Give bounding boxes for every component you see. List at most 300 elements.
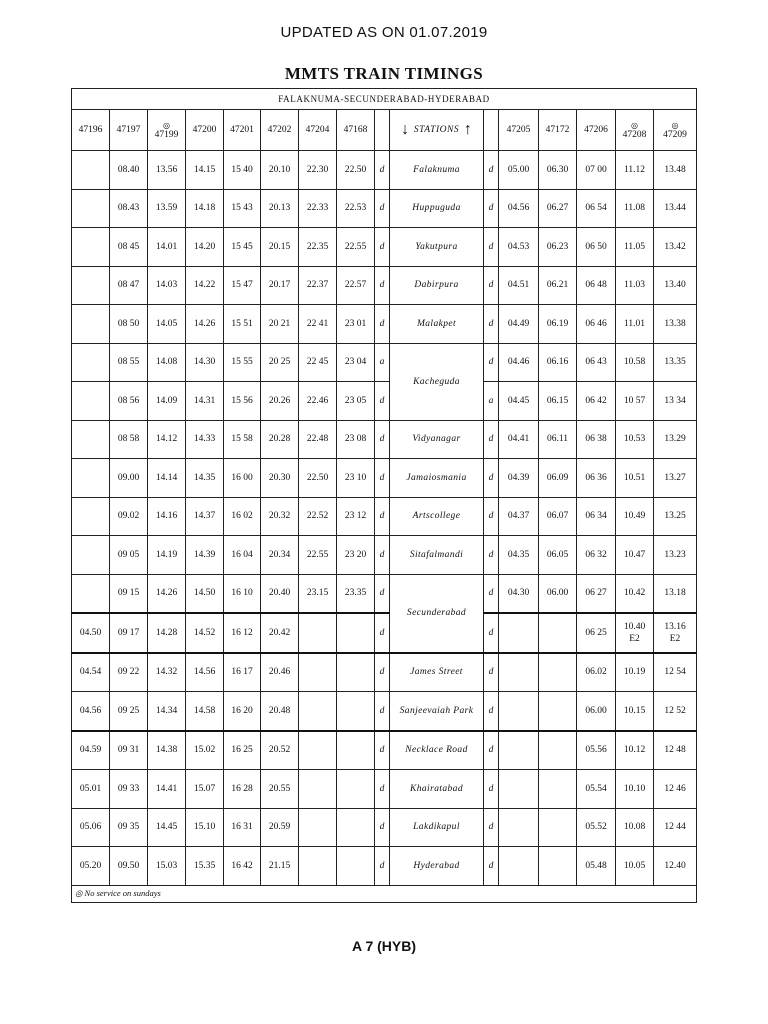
time-cell: 06 43 <box>577 343 616 382</box>
time-cell: 16 12 <box>224 613 261 653</box>
time-cell: 04.51 <box>499 266 539 305</box>
station-name: James Street <box>390 653 484 692</box>
arr-dep-marker: d <box>484 613 499 653</box>
time-cell: 22.55 <box>337 228 375 267</box>
time-cell: 14.14 <box>148 459 186 498</box>
time-cell: 16 02 <box>224 497 261 536</box>
time-cell: 04.56 <box>72 692 110 731</box>
time-cell: 08.40 <box>110 151 148 190</box>
arr-dep-marker: d <box>484 692 499 731</box>
time-cell: 13.38 <box>654 305 697 344</box>
time-cell <box>72 382 110 421</box>
time-cell <box>72 497 110 536</box>
time-cell: 14.18 <box>186 189 224 228</box>
station-name: Huppuguda <box>390 189 484 228</box>
time-cell <box>72 228 110 267</box>
time-cell: 13.40 <box>654 266 697 305</box>
time-cell: 11.05 <box>616 228 654 267</box>
time-cell: 16 00 <box>224 459 261 498</box>
timetable <box>71 88 697 903</box>
arr-dep-marker: d <box>484 151 499 190</box>
time-cell: 09 22 <box>110 653 148 692</box>
arr-dep-marker: d <box>375 382 390 421</box>
time-cell <box>499 653 539 692</box>
time-cell: 06 42 <box>577 382 616 421</box>
time-cell: 12 54 <box>654 653 697 692</box>
time-cell: 14.52 <box>186 613 224 653</box>
time-cell: 16 17 <box>224 653 261 692</box>
time-cell: 15.10 <box>186 808 224 847</box>
time-cell: 22.55 <box>299 536 337 575</box>
train-no-header: ◎ 47208 <box>616 110 654 151</box>
time-cell: 09 35 <box>110 808 148 847</box>
time-cell: 12.40 <box>654 847 697 886</box>
arr-dep-marker: d <box>484 770 499 809</box>
time-cell: 14.05 <box>148 305 186 344</box>
time-cell: 06.11 <box>539 420 577 459</box>
time-cell: 06.05 <box>539 536 577 575</box>
arr-dep-marker: a <box>375 343 390 382</box>
time-cell: 13.25 <box>654 497 697 536</box>
time-cell: 04.59 <box>72 731 110 770</box>
arr-dep-marker: d <box>375 305 390 344</box>
train-no-header: 47202 <box>261 110 299 151</box>
time-cell: 15.35 <box>186 847 224 886</box>
time-cell: 23 05 <box>337 382 375 421</box>
arr-dep-marker: d <box>484 305 499 344</box>
time-cell: 10.19 <box>616 653 654 692</box>
time-cell: 09.02 <box>110 497 148 536</box>
time-cell <box>72 420 110 459</box>
time-cell: 04.50 <box>72 613 110 653</box>
time-cell: 05.48 <box>577 847 616 886</box>
blank-header <box>484 110 499 151</box>
arr-dep-marker: a <box>484 382 499 421</box>
arr-dep-marker: d <box>375 228 390 267</box>
time-cell: 20.59 <box>261 808 299 847</box>
time-cell: 23 10 <box>337 459 375 498</box>
arr-dep-marker: d <box>484 420 499 459</box>
time-cell: 10.51 <box>616 459 654 498</box>
time-cell: 13.59 <box>148 189 186 228</box>
table-row <box>72 497 697 536</box>
time-cell <box>499 731 539 770</box>
train-no-header: 47197 <box>110 110 148 151</box>
arr-dep-marker: d <box>484 459 499 498</box>
time-cell: 23 04 <box>337 343 375 382</box>
time-cell: 10 57 <box>616 382 654 421</box>
time-cell: 06.09 <box>539 459 577 498</box>
time-cell: 23.15 <box>299 574 337 613</box>
time-cell: 10.49 <box>616 497 654 536</box>
time-cell: 14.19 <box>148 536 186 575</box>
time-cell <box>499 613 539 653</box>
no-sunday-icon: ◎ <box>163 120 170 130</box>
time-cell: 09 05 <box>110 536 148 575</box>
time-cell: 20.13 <box>261 189 299 228</box>
train-no-header: 47168 <box>337 110 375 151</box>
time-cell: 10.42 <box>616 574 654 613</box>
time-cell <box>337 731 375 770</box>
time-cell: 04.46 <box>499 343 539 382</box>
table-row <box>72 420 697 459</box>
time-cell: 20.48 <box>261 692 299 731</box>
time-cell <box>72 574 110 613</box>
time-cell: 14.35 <box>186 459 224 498</box>
station-name: Yakutpura <box>390 228 484 267</box>
time-cell: 14.41 <box>148 770 186 809</box>
footnote: ◎ No service on sundays <box>72 885 697 902</box>
station-name: Jamaiosmania <box>390 459 484 498</box>
time-cell: 13.23 <box>654 536 697 575</box>
time-cell: 04.37 <box>499 497 539 536</box>
time-cell: 11.08 <box>616 189 654 228</box>
table-row <box>72 847 697 886</box>
train-no-header: 47172 <box>539 110 577 151</box>
arrow-up-icon: ↑ <box>463 121 472 138</box>
time-cell: 14.30 <box>186 343 224 382</box>
page-title: MMTS TRAIN TIMINGS <box>284 64 484 83</box>
time-cell: 10.40 E2 <box>616 613 654 653</box>
time-cell: 07 00 <box>577 151 616 190</box>
time-cell: 05.52 <box>577 808 616 847</box>
arr-dep-marker: d <box>375 653 390 692</box>
time-cell: 09 31 <box>110 731 148 770</box>
time-cell <box>499 692 539 731</box>
station-name: Kacheguda <box>390 343 484 420</box>
arr-dep-marker: d <box>484 808 499 847</box>
time-cell <box>337 847 375 886</box>
table-row <box>72 731 697 770</box>
table-row <box>72 189 697 228</box>
time-cell: 08 50 <box>110 305 148 344</box>
time-cell: 06.00 <box>577 692 616 731</box>
time-cell: 10.53 <box>616 420 654 459</box>
table-row <box>72 653 697 692</box>
time-cell: 23 12 <box>337 497 375 536</box>
time-cell: 15.03 <box>148 847 186 886</box>
time-cell: 09.50 <box>110 847 148 886</box>
time-cell <box>539 731 577 770</box>
time-cell <box>539 808 577 847</box>
time-cell: 22.35 <box>299 228 337 267</box>
time-cell: 04.54 <box>72 653 110 692</box>
time-cell: 16 25 <box>224 731 261 770</box>
time-cell: 04.49 <box>499 305 539 344</box>
time-cell: 12 44 <box>654 808 697 847</box>
arr-dep-marker: d <box>375 731 390 770</box>
arr-dep-marker: d <box>484 266 499 305</box>
time-cell: 23 08 <box>337 420 375 459</box>
arr-dep-marker: d <box>375 574 390 613</box>
time-cell: 13.35 <box>654 343 697 382</box>
time-cell: 12 48 <box>654 731 697 770</box>
time-cell: 13.18 <box>654 574 697 613</box>
time-cell: 23 20 <box>337 536 375 575</box>
time-cell: 20.17 <box>261 266 299 305</box>
time-cell: 05.06 <box>72 808 110 847</box>
time-cell: 06 36 <box>577 459 616 498</box>
train-no-header: 47206 <box>577 110 616 151</box>
time-cell <box>539 653 577 692</box>
arr-dep-marker: d <box>375 189 390 228</box>
time-cell: 14.58 <box>186 692 224 731</box>
arr-dep-marker: d <box>375 770 390 809</box>
station-name: Dabirpura <box>390 266 484 305</box>
time-cell: 16 20 <box>224 692 261 731</box>
train-no-header: 47201 <box>224 110 261 151</box>
time-cell: 20.15 <box>261 228 299 267</box>
time-cell: 08 45 <box>110 228 148 267</box>
time-cell: 14.16 <box>148 497 186 536</box>
time-cell: 14.39 <box>186 536 224 575</box>
time-cell <box>299 770 337 809</box>
route-header: FALAKNUMA-SECUNDERABAD-HYDERABAD <box>72 89 697 110</box>
time-cell: 14.37 <box>186 497 224 536</box>
time-cell: 14.20 <box>186 228 224 267</box>
time-cell: 06 46 <box>577 305 616 344</box>
time-cell: 22.57 <box>337 266 375 305</box>
time-cell: 13.42 <box>654 228 697 267</box>
time-cell: 16 04 <box>224 536 261 575</box>
table-row <box>72 770 697 809</box>
table-row <box>72 459 697 498</box>
station-name: Khairatabad <box>390 770 484 809</box>
arr-dep-marker: d <box>375 266 390 305</box>
time-cell: 22.37 <box>299 266 337 305</box>
arr-dep-marker: d <box>375 847 390 886</box>
time-cell: 14.56 <box>186 653 224 692</box>
time-cell: 04.56 <box>499 189 539 228</box>
time-cell: 06.15 <box>539 382 577 421</box>
time-cell: 20.34 <box>261 536 299 575</box>
train-no-header: ◎ 47209 <box>654 110 697 151</box>
time-cell: 06.19 <box>539 305 577 344</box>
time-cell: 06 48 <box>577 266 616 305</box>
time-cell: 08 47 <box>110 266 148 305</box>
time-cell <box>72 266 110 305</box>
time-cell: 05.20 <box>72 847 110 886</box>
table-row <box>72 305 697 344</box>
time-cell: 20.30 <box>261 459 299 498</box>
arr-dep-marker: d <box>484 574 499 613</box>
time-cell: 14.22 <box>186 266 224 305</box>
time-cell: 10.05 <box>616 847 654 886</box>
time-cell: 09 15 <box>110 574 148 613</box>
time-cell: 14.26 <box>186 305 224 344</box>
time-cell <box>72 343 110 382</box>
time-cell <box>499 770 539 809</box>
time-cell: 16 28 <box>224 770 261 809</box>
station-name: Vidyanagar <box>390 420 484 459</box>
time-cell: 14.50 <box>186 574 224 613</box>
time-cell: 14.09 <box>148 382 186 421</box>
station-name: Malakpet <box>390 305 484 344</box>
time-cell: 16 31 <box>224 808 261 847</box>
time-cell: 09 17 <box>110 613 148 653</box>
time-cell: 10.08 <box>616 808 654 847</box>
time-cell: 14.31 <box>186 382 224 421</box>
arr-dep-marker: d <box>375 151 390 190</box>
table-row <box>72 536 697 575</box>
time-cell <box>539 692 577 731</box>
time-cell: 04.35 <box>499 536 539 575</box>
time-cell: 06 32 <box>577 536 616 575</box>
time-cell: 22 41 <box>299 305 337 344</box>
time-cell: 09 33 <box>110 770 148 809</box>
time-cell: 22.52 <box>299 497 337 536</box>
arr-dep-marker: d <box>484 847 499 886</box>
time-cell: 16 10 <box>224 574 261 613</box>
time-cell: 22.53 <box>337 189 375 228</box>
time-cell: 16 42 <box>224 847 261 886</box>
time-cell: 13 34 <box>654 382 697 421</box>
table-row <box>72 151 697 190</box>
table-row <box>72 808 697 847</box>
station-name: Hyderabad <box>390 847 484 886</box>
blank-header <box>375 110 390 151</box>
time-cell: 06 34 <box>577 497 616 536</box>
station-name: Sitafalmandi <box>390 536 484 575</box>
time-cell: 14.15 <box>186 151 224 190</box>
time-cell: 06 38 <box>577 420 616 459</box>
time-cell: 13.16 E2 <box>654 613 697 653</box>
time-cell: 08 58 <box>110 420 148 459</box>
arr-dep-marker: d <box>375 420 390 459</box>
table-row <box>72 692 697 731</box>
time-cell: 06 25 <box>577 613 616 653</box>
time-cell: 04.45 <box>499 382 539 421</box>
train-no-header: ◎ 47199 <box>148 110 186 151</box>
time-cell: 20 25 <box>261 343 299 382</box>
time-cell: 14.33 <box>186 420 224 459</box>
time-cell: 20.52 <box>261 731 299 770</box>
time-cell <box>72 536 110 575</box>
time-cell: 10.12 <box>616 731 654 770</box>
time-cell: 04.41 <box>499 420 539 459</box>
time-cell: 15 51 <box>224 305 261 344</box>
time-cell: 05.54 <box>577 770 616 809</box>
table-row <box>72 574 697 613</box>
time-cell <box>299 613 337 653</box>
arr-dep-marker: d <box>484 536 499 575</box>
station-name: Sanjeevaiah Park <box>390 692 484 731</box>
arr-dep-marker: d <box>375 613 390 653</box>
table-row <box>72 228 697 267</box>
arrow-down-icon: ↓ <box>401 121 410 138</box>
time-cell <box>72 189 110 228</box>
time-cell: 23 01 <box>337 305 375 344</box>
table-row <box>72 343 697 382</box>
time-cell: 10.10 <box>616 770 654 809</box>
time-cell: 09.00 <box>110 459 148 498</box>
station-name: Falaknuma <box>390 151 484 190</box>
time-cell <box>539 613 577 653</box>
train-no-header: 47205 <box>499 110 539 151</box>
time-cell: 10.58 <box>616 343 654 382</box>
time-cell: 15 55 <box>224 343 261 382</box>
no-sunday-icon: ◎ <box>671 120 679 130</box>
time-cell: 14.34 <box>148 692 186 731</box>
time-cell <box>337 692 375 731</box>
time-cell: 13.44 <box>654 189 697 228</box>
time-cell <box>299 731 337 770</box>
time-cell: 14.01 <box>148 228 186 267</box>
time-cell <box>299 653 337 692</box>
time-cell: 08.43 <box>110 189 148 228</box>
time-cell: 11.12 <box>616 151 654 190</box>
time-cell <box>499 808 539 847</box>
arr-dep-marker: d <box>484 497 499 536</box>
time-cell: 04.39 <box>499 459 539 498</box>
time-cell: 14.32 <box>148 653 186 692</box>
updated-date: UPDATED AS ON 01.07.2019 <box>280 24 488 41</box>
time-cell: 15 47 <box>224 266 261 305</box>
time-cell: 05.01 <box>72 770 110 809</box>
time-cell: 08 55 <box>110 343 148 382</box>
arr-dep-marker: d <box>484 189 499 228</box>
time-cell: 22.30 <box>299 151 337 190</box>
time-cell: 22 45 <box>299 343 337 382</box>
time-cell: 06.30 <box>539 151 577 190</box>
time-cell: 10.15 <box>616 692 654 731</box>
time-cell: 20 21 <box>261 305 299 344</box>
time-cell: 11.01 <box>616 305 654 344</box>
time-cell: 22.48 <box>299 420 337 459</box>
time-cell: 20.55 <box>261 770 299 809</box>
time-cell: 15 58 <box>224 420 261 459</box>
arr-dep-marker: d <box>484 343 499 382</box>
time-cell: 06 50 <box>577 228 616 267</box>
time-cell <box>539 770 577 809</box>
station-name: Necklace Road <box>390 731 484 770</box>
time-cell: 21.15 <box>261 847 299 886</box>
time-cell: 20.40 <box>261 574 299 613</box>
table-row <box>72 382 697 421</box>
time-cell: 22.46 <box>299 382 337 421</box>
time-cell: 12 46 <box>654 770 697 809</box>
time-cell: 08 56 <box>110 382 148 421</box>
time-cell <box>299 692 337 731</box>
time-cell: 06 27 <box>577 574 616 613</box>
time-cell: 15 45 <box>224 228 261 267</box>
time-cell: 06 54 <box>577 189 616 228</box>
time-cell: 13.29 <box>654 420 697 459</box>
time-cell: 15 43 <box>224 189 261 228</box>
time-cell <box>539 847 577 886</box>
time-cell: 06.07 <box>539 497 577 536</box>
station-name: Artscollege <box>390 497 484 536</box>
time-cell: 06.16 <box>539 343 577 382</box>
arr-dep-marker: d <box>375 497 390 536</box>
time-cell: 05.56 <box>577 731 616 770</box>
time-cell: 04.53 <box>499 228 539 267</box>
time-cell: 15 40 <box>224 151 261 190</box>
time-cell: 12 52 <box>654 692 697 731</box>
time-cell: 20.10 <box>261 151 299 190</box>
time-cell: 20.32 <box>261 497 299 536</box>
time-cell: 11.03 <box>616 266 654 305</box>
station-name: Lakdikapul <box>390 808 484 847</box>
time-cell: 06.23 <box>539 228 577 267</box>
time-cell: 04.30 <box>499 574 539 613</box>
table-row <box>72 266 697 305</box>
arr-dep-marker: d <box>484 653 499 692</box>
time-cell: 20.28 <box>261 420 299 459</box>
time-cell: 15.07 <box>186 770 224 809</box>
column-header-row <box>72 110 697 151</box>
time-cell: 20.26 <box>261 382 299 421</box>
